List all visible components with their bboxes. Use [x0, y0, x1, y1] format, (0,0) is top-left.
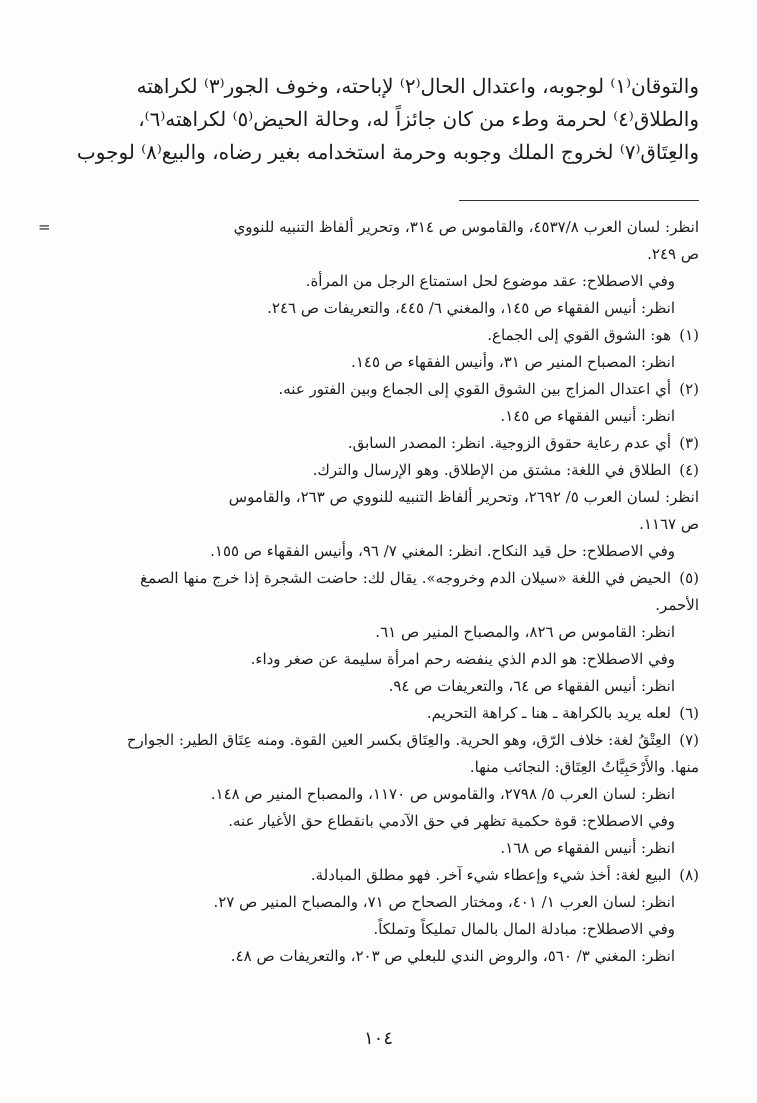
footnote-number: (٤)	[679, 461, 699, 479]
footnote-3	[52, 430, 699, 457]
footnote-line: انظر: القاموس ص ٨٢٦، والمصباح المنير ص ٦١.	[375, 623, 675, 641]
main-text-line: والعِتَاق⁽٧⁾ لخروج الملك وجوبه وحرمة استخدامه بغير رضاه، والبيع⁽٨⁾ لوجوب	[76, 140, 699, 164]
footnote-1	[52, 322, 699, 376]
footnote-line: أي عدم رعاية حقوق الزوجية. انظر: المصدر السابق.	[347, 434, 671, 452]
footnotes	[38, 214, 699, 970]
footnote-line: انظر: المغني ٣/ ٥٦٠، والروض الندي للبعلي ص ٢٠٣، والتعريفات ص ٤٨.	[230, 947, 675, 965]
footnote-line: وفي الاصطلاح: حل قيد النكاح. انظر: المغني ٧/ ٩٦، وأنيس الفقهاء ص ١٥٥.	[210, 542, 675, 560]
footnote-line: انظر: أنيس الفقهاء ص ١٤٥.	[500, 407, 675, 425]
footnote-6	[52, 700, 699, 727]
footnote-line: أي اعتدال المزاج بين الشوق القوي إلى الجماع وبين الفتور عنه.	[278, 380, 671, 398]
main-text-line: والتوقان⁽١⁾ لوجوبه، واعتدال الحال⁽٢⁾ لإباحته، وخوف الجور⁽٣⁾ لكراهته	[136, 74, 699, 98]
footnote-number: (٥)	[679, 569, 699, 587]
footnote-line: انظر: لسان العرب ٥/ ٢٦٩٢، وتحرير ألفاظ التنبيه للنووي ص ٢٦٣، والقاموس	[228, 488, 699, 506]
footnote-7	[52, 727, 699, 862]
footnote-line: هو: الشوق القوي إلى الجماع.	[487, 326, 671, 344]
main-text-line: والطلاق⁽٤⁾ لحرمة وطء من كان جائزاً له، وحالة الحيض⁽٥⁾ لكراهته⁽٦⁾،	[138, 107, 699, 131]
footnote-8	[52, 862, 699, 970]
footnote-line: انظر: أنيس الفقهاء ص ١٦٨.	[500, 839, 675, 857]
footnote-line: الأحمر.	[655, 596, 699, 614]
footnote-line: الطلاق في اللغة: مشتق من الإطلاق. وهو الإرسال والترك.	[312, 461, 671, 479]
footnote-5	[52, 565, 699, 700]
footnote-number: (٢)	[679, 380, 699, 398]
footnote-line: انظر: لسان العرب ٥/ ٢٧٩٨، والقاموس ص ١١٧٠، والمصباح المنير ص ١٤٨.	[210, 785, 675, 803]
footnote-line: منها. والأَرْحَبِيَّاتُ العِتَاق: النجائب منها.	[469, 758, 699, 776]
footnote-line: البيع لغة: أخذ شيء وإعطاء شيء آخر. فهو مطلق المبادلة.	[310, 866, 671, 884]
footnote-number: (٨)	[679, 866, 699, 884]
footnote-number: (٦)	[679, 704, 699, 722]
main-text	[58, 70, 699, 169]
footnote-line: انظر: لسان العرب ٤٥٣٧/٨، والقاموس ص ٣١٤، وتحرير ألفاظ التنبيه للنووي	[233, 218, 699, 236]
footnote-line: انظر: أنيس الفقهاء ص ١٤٥، والمغني ٦/ ٤٤٥، والتعريفات ص ٢٤٦.	[267, 299, 675, 317]
footnote-number: (٣)	[679, 434, 699, 452]
footnote-line: ص ٢٤٩.	[647, 245, 699, 263]
footnote-line: الحيض في اللغة «سيلان الدم وخروجه». يقال لك: حاضت الشجرة إذا خرج منها الصمغ	[140, 569, 671, 587]
footnote-line: ص ١١٦٧.	[639, 515, 699, 533]
footnote-2	[52, 376, 699, 430]
page-number: ١٠٤	[363, 1028, 393, 1049]
footnote-line: انظر: أنيس الفقهاء ص ٦٤، والتعريفات ص ٩٤.	[388, 677, 675, 695]
footnote-4	[52, 457, 699, 565]
footnote-line: وفي الاصطلاح: مبادلة المال بالمال تمليكاً وتملكاً.	[373, 920, 675, 938]
footnote-line: العِتْقُ لغة: خلاف الرّق، وهو الحرية. والعِتَاق بكسر العين القوة. ومنه عِتَاق الطير: الجوارح	[126, 731, 671, 749]
footnote-number: (١)	[679, 326, 699, 344]
footnote-continuation	[38, 214, 699, 322]
footnote-line: انظر: المصباح المنير ص ٣١، وأنيس الفقهاء ص ١٤٥.	[351, 353, 675, 371]
footnote-divider	[459, 200, 699, 201]
footnote-line: وفي الاصطلاح: قوة حكمية تظهر في حق الآدمي بانقطاع حق الأغيار عنه.	[228, 812, 675, 830]
continuation-mark: =	[38, 218, 51, 236]
footnote-line: انظر: لسان العرب ١/ ٤٠١، ومختار الصحاح ص ٧١، والمصباح المنير ص ٢٧.	[213, 893, 675, 911]
footnote-number: (٧)	[679, 731, 699, 749]
footnote-line: وفي الاصطلاح: هو الدم الذي ينفضه رحم امرأة سليمة عن صغر وداء.	[250, 650, 675, 668]
footnote-line: وفي الاصطلاح: عقد موضوع لحل استمتاع الرجل من المرأة.	[305, 272, 675, 290]
footnote-line: لعله يريد بالكراهة ـ هنا ـ كراهة التحريم.	[426, 704, 671, 722]
